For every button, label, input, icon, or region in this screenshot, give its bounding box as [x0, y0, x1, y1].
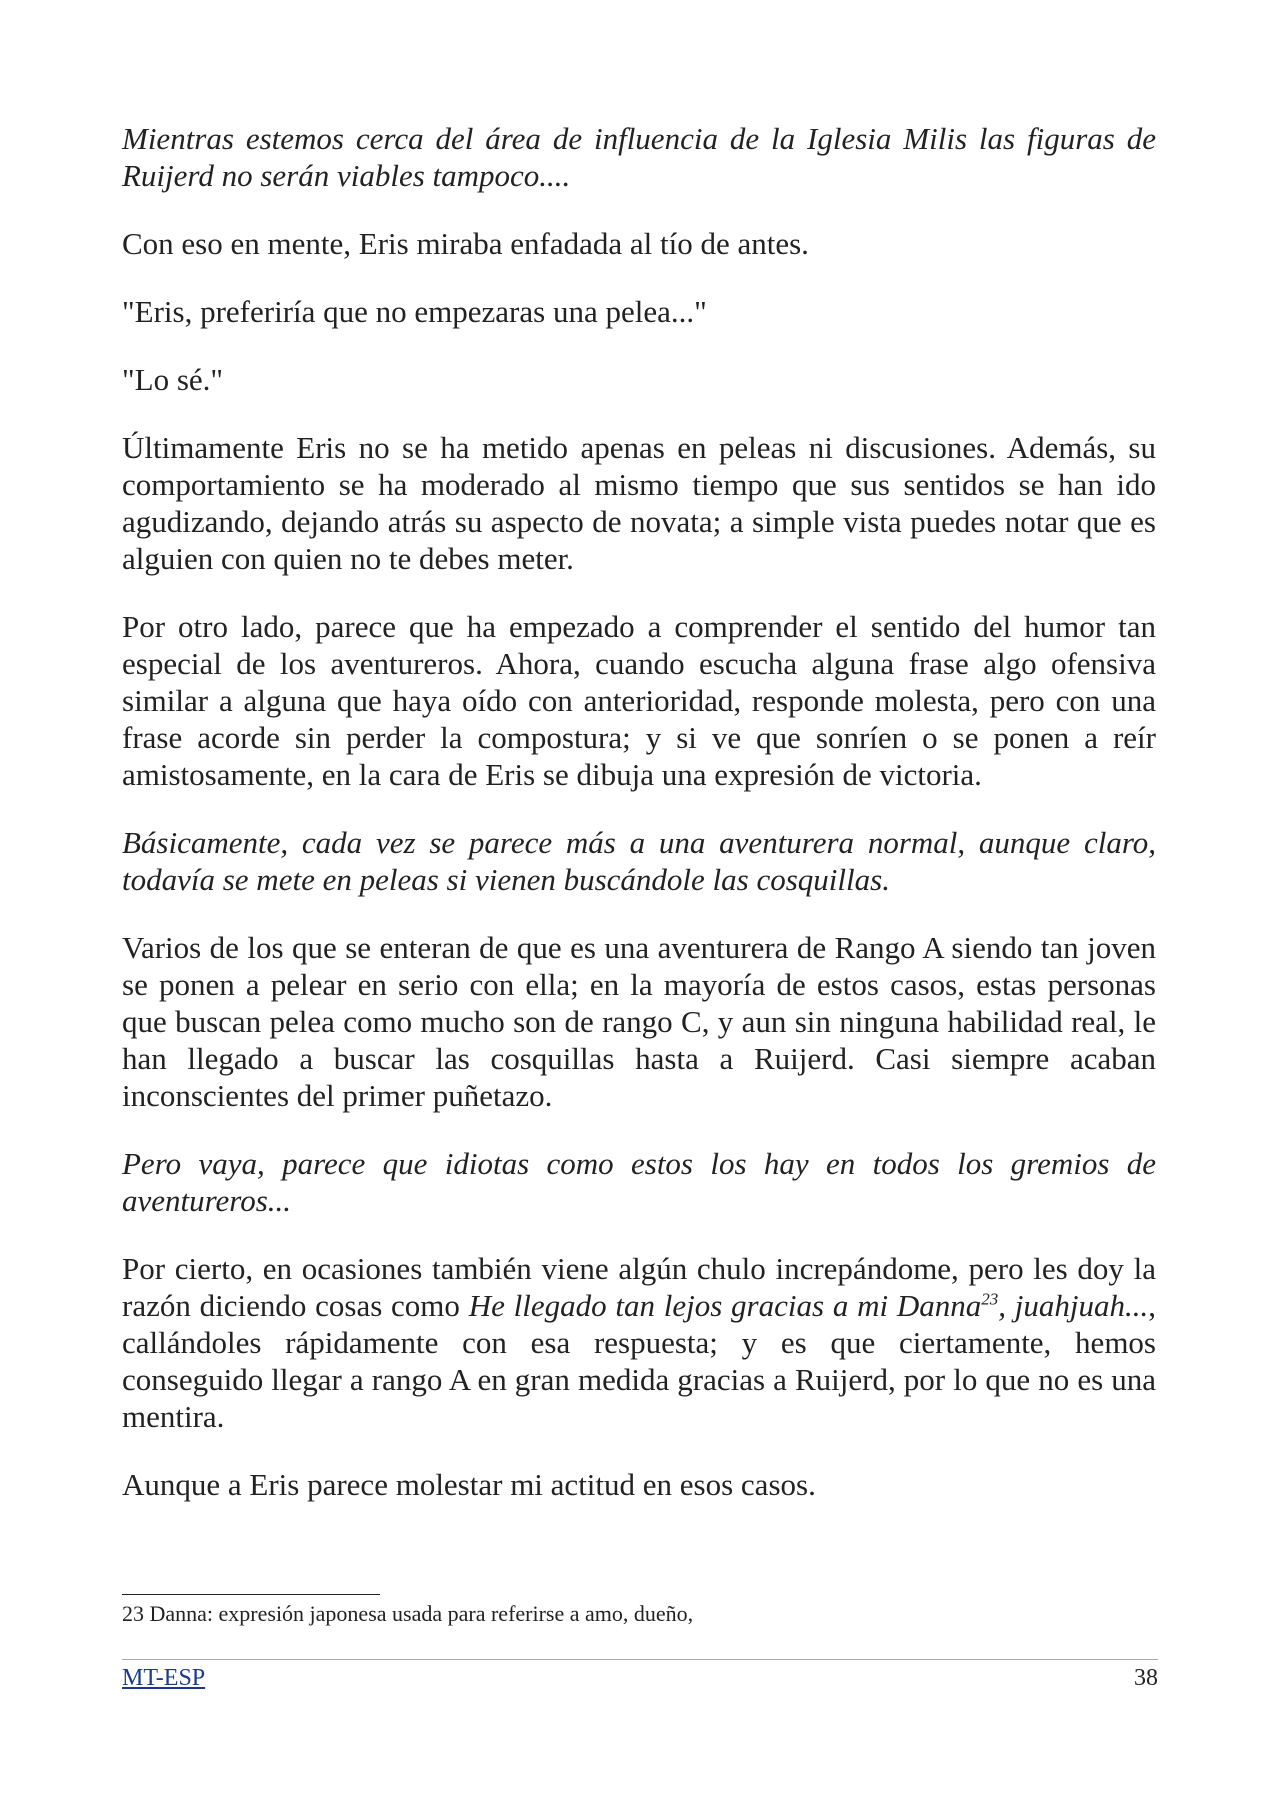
page-footer: [122, 1664, 1158, 1692]
paragraph-6: Por otro lado, parece que ha empezado a comprender el sentido del humor tan especial de los aventureros. Ahora, cuando escucha alguna frase algo ofensiva similar a alguna que haya oído con anterioridad, responde molesta, pero con una frase acorde sin perder la compostura; y si ve que sonríen o se ponen a reír amistosamente, en la cara de Eris se dibuja una expresión de victoria.: [122, 609, 1156, 792]
paragraph-10: [122, 1250, 1156, 1435]
paragraph-2: Con eso en mente, Eris miraba enfadada al tío de antes.: [122, 226, 809, 261]
page-body: [122, 120, 1156, 1534]
paragraph-10-part-a: Por cierto, en ocasiones también viene algún chulo increpándome, pero les doy la razón diciendo cosas como: [122, 1251, 1156, 1323]
paragraph-10-quote: [469, 1288, 1149, 1323]
footnote-23: 23 Danna: expresión japonesa usada para referirse a amo, dueño,: [122, 1601, 694, 1626]
footer-brand-link[interactable]: MT-ESP: [122, 1665, 206, 1691]
paragraph-9: Pero vaya, parece que idiotas como estos los hay en todos los gremios de aventureros...: [122, 1146, 1156, 1218]
paragraph-1: Mientras estemos cerca del área de influencia de la Iglesia Milis las figuras de Ruijerd no serán viables tampoco....: [122, 121, 1156, 193]
paragraph-5: Últimamente Eris no se ha metido apenas en peleas ni discusiones. Además, su comportamiento se ha moderado al mismo tiempo que sus sentidos se han ido agudizando, dejando atrás su aspecto de novata; a simple vista puedes notar que es alguien con quien no te debes meter.: [122, 430, 1156, 576]
paragraph-8: Varios de los que se enteran de que es una aventurera de Rango A siendo tan joven se ponen a pelear en serio con ella; en la mayoría de estos casos, estas personas que buscan pelea como mucho son de rango C, y aun sin ninguna habilidad real, le han llegado a buscar las cosquillas hasta a Ruijerd. Casi siempre acaban inconscientes del primer puñetazo.: [122, 930, 1156, 1113]
paragraph-10-part-d: , callándoles rápidamente con esa respuesta; y es que ciertamente, hemos conseguido llegar a rango A en gran medida gracias a Ruijerd, por lo que no es una mentira.: [122, 1288, 1156, 1434]
footer-divider: [122, 1659, 1158, 1660]
paragraph-3: "Eris, preferiría que no empezaras una pelea...": [122, 294, 707, 329]
footnote-divider: [122, 1594, 380, 1595]
paragraph-10-part-c: , juahjuah...: [998, 1288, 1149, 1323]
paragraph-11: Aunque a Eris parece molestar mi actitud en esos casos.: [122, 1467, 816, 1502]
paragraph-10-part-b: He llegado tan lejos gracias a mi Danna: [468, 1288, 982, 1323]
page-number: 38: [1134, 1665, 1158, 1691]
footnote-ref-23[interactable]: 23: [981, 1289, 999, 1309]
paragraph-7: Básicamente, cada vez se parece más a una aventurera normal, aunque claro, todavía se mete en peleas si vienen buscándole las cosquillas.: [122, 825, 1156, 897]
paragraph-4: "Lo sé.": [122, 362, 224, 397]
